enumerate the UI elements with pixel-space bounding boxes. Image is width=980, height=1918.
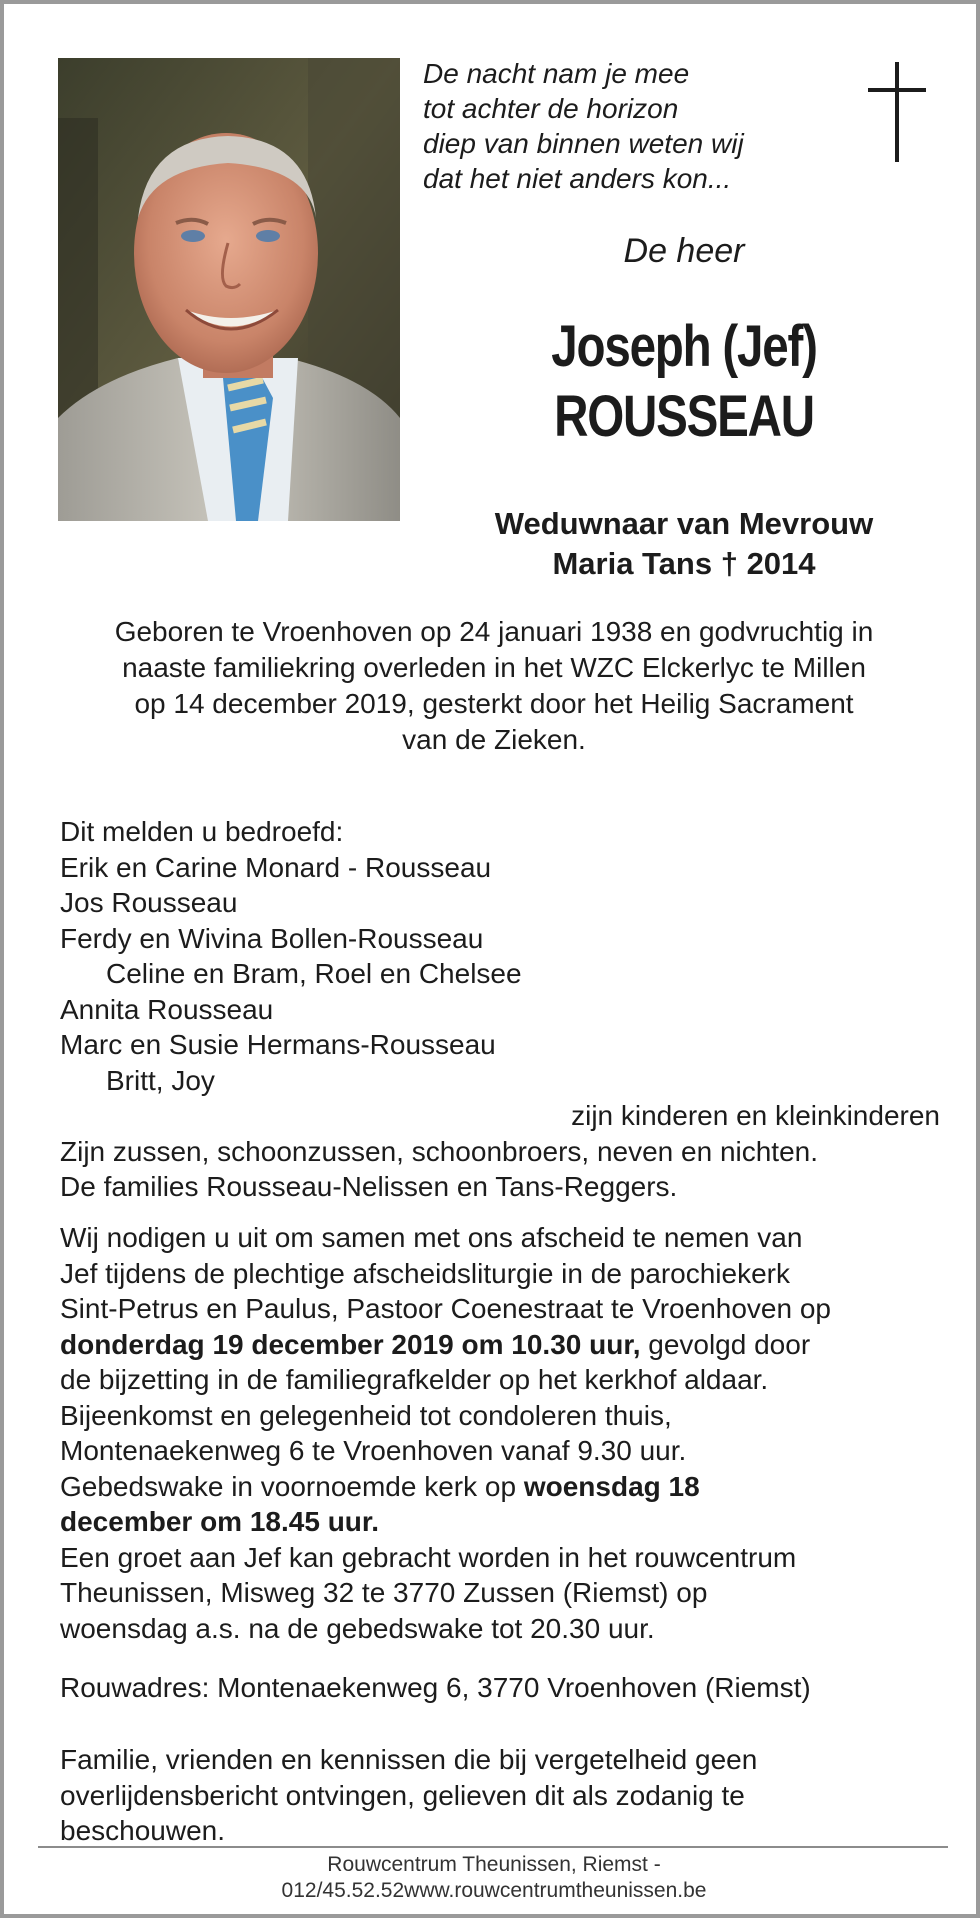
family-member: Marc en Susie Hermans-Rousseau <box>60 1029 496 1060</box>
poem <box>423 56 744 196</box>
birth-death-line: op 14 december 2019, gesterkt door het Heilig Sacrament <box>134 688 854 719</box>
funeral-line: Theunissen, Misweg 32 te 3770 Zussen (Riemst) op <box>60 1577 708 1608</box>
wake-prefix: Gebedswake in voornoemde kerk op <box>60 1470 524 1502</box>
family-member: Celine en Bram, Roel en Chelsee <box>106 958 522 989</box>
poem-line: diep van binnen weten wij <box>423 128 744 159</box>
wake-date: woensdag 18 <box>523 1470 700 1502</box>
funeral-section <box>60 1220 940 1646</box>
birth-death-paragraph <box>44 614 944 758</box>
funeral-line: gevolgd door <box>640 1328 811 1360</box>
spouse-line-2: Maria Tans † 2014 <box>552 546 816 581</box>
birth-death-line: naaste familiekring overleden in het WZC Elckerlyc te Millen <box>122 652 866 683</box>
footer-line-1: Rouwcentrum Theunissen, Riemst - <box>327 1853 661 1876</box>
funeral-line: Montenaekenweg 6 te Vroenhoven vanaf 9.30 uur. <box>60 1435 687 1466</box>
funeral-line: Sint-Petrus en Paulus, Pastoor Coenestraat te Vroenhoven op <box>60 1293 831 1324</box>
family-intro: Dit melden u bedroefd: <box>60 816 344 847</box>
family-member: Britt, Joy <box>106 1064 215 1096</box>
family-member: Ferdy en Wivina Bollen-Rousseau <box>60 922 484 954</box>
mourning-address: Rouwadres: Montenaekenweg 6, 3770 Vroenhoven (Riemst) <box>60 1672 811 1703</box>
families-line: De families Rousseau-Nelissen en Tans-Reggers. <box>60 1171 678 1202</box>
funeral-line: de bijzetting in de familiegrafkelder op het kerkhof aldaar. <box>60 1364 769 1395</box>
poem-line: De nacht nam je mee <box>423 58 690 89</box>
funeral-line: Jef tijdens de plechtige afscheidsliturgie in de parochiekerk <box>60 1257 790 1289</box>
family-member: Annita Rousseau <box>60 993 274 1025</box>
notice-line: beschouwen. <box>60 1815 226 1846</box>
wake-time: december om 18.45 uur. <box>60 1506 380 1537</box>
footer <box>44 1852 944 1904</box>
extended-family: Zijn zussen, schoonzussen, schoonbroers, neven en nichten. <box>60 1135 819 1167</box>
footer-divider <box>38 1846 948 1848</box>
notice-line: Familie, vrienden en kennissen die bij vergetelheid geen <box>60 1744 758 1775</box>
notice-paragraph <box>60 1742 940 1849</box>
deceased-name-line-2: ROUSSEAU <box>554 384 814 449</box>
footer-line-2: 012/45.52.52www.rouwcentrumtheunissen.be <box>281 1879 707 1902</box>
notice-line: overlijdensbericht ontvingen, gelieven dit als zodanig te <box>60 1779 745 1811</box>
deceased-name-line-1: Joseph (Jef) <box>551 314 817 379</box>
spouse-info <box>424 504 944 584</box>
family-section <box>60 814 940 1205</box>
wake-line <box>60 1469 940 1505</box>
funeral-line: Wij nodigen u uit om samen met ons afscheid te nemen van <box>60 1222 803 1253</box>
portrait-photo-image <box>58 58 400 521</box>
honorific: De heer <box>623 232 745 270</box>
family-member: Jos Rousseau <box>60 887 238 918</box>
spouse-line-1: Weduwnaar van Mevrouw <box>494 506 874 541</box>
funeral-line: woensdag a.s. na de gebedswake tot 20.30 uur. <box>60 1612 655 1644</box>
poem-line: tot achter de horizon <box>423 93 679 124</box>
funeral-date: donderdag 19 december 2019 om 10.30 uur, <box>60 1328 641 1360</box>
family-member: Erik en Carine Monard - Rousseau <box>60 851 492 883</box>
birth-death-line: van de Zieken. <box>402 724 586 755</box>
wake-line <box>60 1504 940 1540</box>
funeral-line: Een groet aan Jef kan gebracht worden in het rouwcentrum <box>60 1541 797 1573</box>
funeral-date-line <box>60 1327 940 1363</box>
deceased-name <box>487 312 881 452</box>
children-label: zijn kinderen en kleinkinderen <box>571 1100 940 1131</box>
poem-line: dat het niet anders kon... <box>423 163 732 194</box>
funeral-line: Bijeenkomst en gelegenheid tot condoleren thuis, <box>60 1399 672 1431</box>
portrait-photo <box>58 58 400 521</box>
cross-icon <box>868 62 926 162</box>
birth-death-line: Geboren te Vroenhoven op 24 januari 1938 en godvruchtig in <box>114 616 874 647</box>
